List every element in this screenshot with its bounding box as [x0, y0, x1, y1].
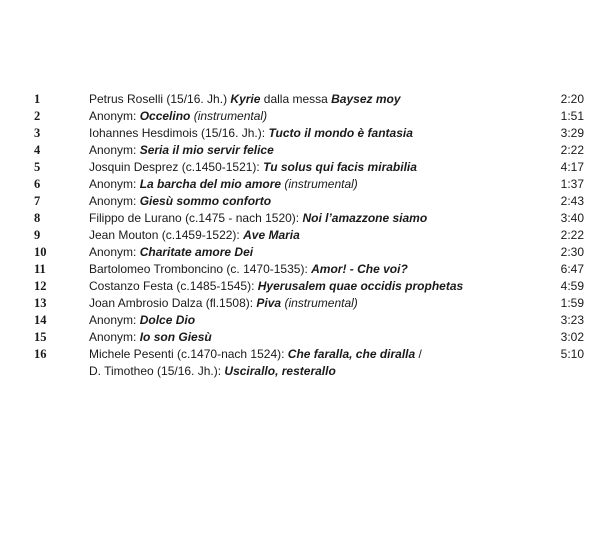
track-composer: Bartolomeo Tromboncino (c. 1470-1535):	[89, 262, 312, 276]
track-composer: Jean Mouton (c.1459-1522):	[89, 228, 244, 242]
track-row	[0, 210, 599, 227]
track-duration: 3:40	[560, 211, 584, 225]
track-row	[0, 125, 599, 142]
track-duration: 2:22	[560, 143, 584, 157]
track-title: Charitate amore Dei	[139, 245, 254, 259]
track-row	[0, 261, 599, 278]
track-number: 11	[34, 262, 46, 276]
track-duration: 4:17	[560, 160, 584, 174]
track-composer: Anonym:	[89, 177, 140, 191]
track-number: 15	[34, 330, 47, 344]
track-composer: Anonym:	[89, 330, 140, 344]
track-number: 14	[34, 313, 47, 327]
track-number: 6	[34, 177, 41, 191]
track-number: 16	[34, 347, 47, 361]
track-composer: Petrus Roselli (15/16. Jh.)	[89, 92, 231, 106]
track-row	[0, 193, 599, 210]
track-description	[89, 278, 463, 295]
track-duration: 6:47	[560, 262, 584, 276]
track-row	[0, 227, 599, 244]
track-row	[0, 176, 599, 193]
track-description	[89, 210, 427, 227]
track-composer: Anonym:	[89, 313, 140, 327]
track-composer: Michele Pesenti (c.1470-nach 1524):	[89, 347, 288, 361]
track-number: 9	[34, 228, 41, 242]
track-description	[89, 363, 336, 380]
track-description	[89, 227, 300, 244]
track-description	[89, 91, 401, 108]
track-title: Tu solus qui facis mirabilia	[263, 160, 417, 174]
track-title: Dolce Dio	[139, 313, 196, 327]
track-number: 13	[34, 296, 47, 310]
track-duration: 4:59	[560, 279, 584, 293]
track-number: 1	[34, 92, 41, 106]
track-composer: Filippo de Lurano (c.1475 - nach 1520):	[89, 211, 303, 225]
track-composer: Joan Ambrosio Dalza (fl.1508):	[89, 296, 257, 310]
track-title: Giesù sommo conforto	[139, 194, 272, 208]
track-number: 5	[34, 160, 41, 174]
track-title: Che faralla, che diralla	[287, 347, 416, 361]
track-title: La barcha del mio amore	[139, 177, 282, 191]
track-note: (instrumental)	[281, 177, 358, 191]
track-title: Ave Maria	[243, 228, 300, 242]
track-title: Seria il mio servir felice	[139, 143, 274, 157]
track-title: Kyrie	[230, 92, 261, 106]
track-description	[89, 295, 358, 312]
track-duration: 3:29	[560, 126, 584, 140]
track-composer: Costanzo Festa (c.1485-1545):	[89, 279, 258, 293]
track-note: (instrumental)	[190, 109, 268, 123]
track-description	[89, 312, 195, 329]
track-row	[0, 346, 599, 363]
track-row	[0, 142, 599, 159]
track-composer: Anonym:	[89, 143, 140, 157]
track-duration: 1:59	[560, 296, 584, 310]
track-description	[89, 159, 417, 176]
track-connector: dalla messa	[260, 92, 332, 106]
track-title: Io son Giesù	[139, 330, 212, 344]
track-duration: 2:30	[560, 245, 584, 259]
track-row	[0, 108, 599, 125]
track-title: Noi l’amazzone siamo	[302, 211, 428, 225]
track-number: 12	[34, 279, 47, 293]
track-composer: Josquin Desprez (c.1450-1521):	[89, 160, 264, 174]
track-duration: 2:43	[560, 194, 584, 208]
track-note: (instrumental)	[281, 296, 358, 310]
track-number: 2	[34, 109, 41, 123]
track-title: Uscirallo, resterallo	[224, 364, 336, 378]
track-description	[89, 329, 212, 346]
track-number: 3	[34, 126, 41, 140]
track-row	[0, 91, 599, 108]
track-duration: 5:10	[560, 347, 584, 361]
track-composer: Iohannes Hesdimois (15/16. Jh.):	[89, 126, 269, 140]
track-description	[89, 142, 274, 159]
track-duration: 2:20	[560, 92, 584, 106]
track-description	[89, 176, 358, 193]
track-duration: 3:23	[560, 313, 584, 327]
track-number: 4	[34, 143, 41, 157]
track-row-continuation	[0, 363, 599, 380]
track-row	[0, 329, 599, 346]
track-connector: /	[415, 347, 422, 361]
track-composer: D. Timotheo (15/16. Jh.):	[89, 364, 225, 378]
track-duration: 2:22	[560, 228, 584, 242]
track-row	[0, 278, 599, 295]
track-duration: 1:37	[560, 177, 584, 191]
track-row	[0, 159, 599, 176]
track-description	[89, 193, 271, 210]
track-duration: 1:51	[560, 109, 584, 123]
track-composer: Anonym:	[89, 245, 140, 259]
track-title: Occelino	[139, 109, 191, 123]
track-title: Amor! - Che voi?	[311, 262, 408, 276]
track-list	[0, 91, 599, 380]
track-row	[0, 295, 599, 312]
track-row	[0, 312, 599, 329]
track-title: Tucto il mondo è fantasia	[268, 126, 413, 140]
track-composer: Anonym:	[89, 194, 140, 208]
track-row	[0, 244, 599, 261]
track-title-secondary: Baysez moy	[331, 92, 401, 106]
track-composer: Anonym:	[89, 109, 140, 123]
track-number: 7	[34, 194, 41, 208]
track-title: Hyerusalem quae occidis prophetas	[257, 279, 464, 293]
track-description	[89, 125, 413, 142]
track-number: 10	[34, 245, 47, 259]
track-description	[89, 108, 267, 125]
track-number: 8	[34, 211, 41, 225]
track-description	[89, 244, 253, 261]
track-description	[89, 261, 408, 278]
track-description	[89, 346, 422, 363]
track-duration: 3:02	[560, 330, 584, 344]
track-title: Piva	[256, 296, 282, 310]
